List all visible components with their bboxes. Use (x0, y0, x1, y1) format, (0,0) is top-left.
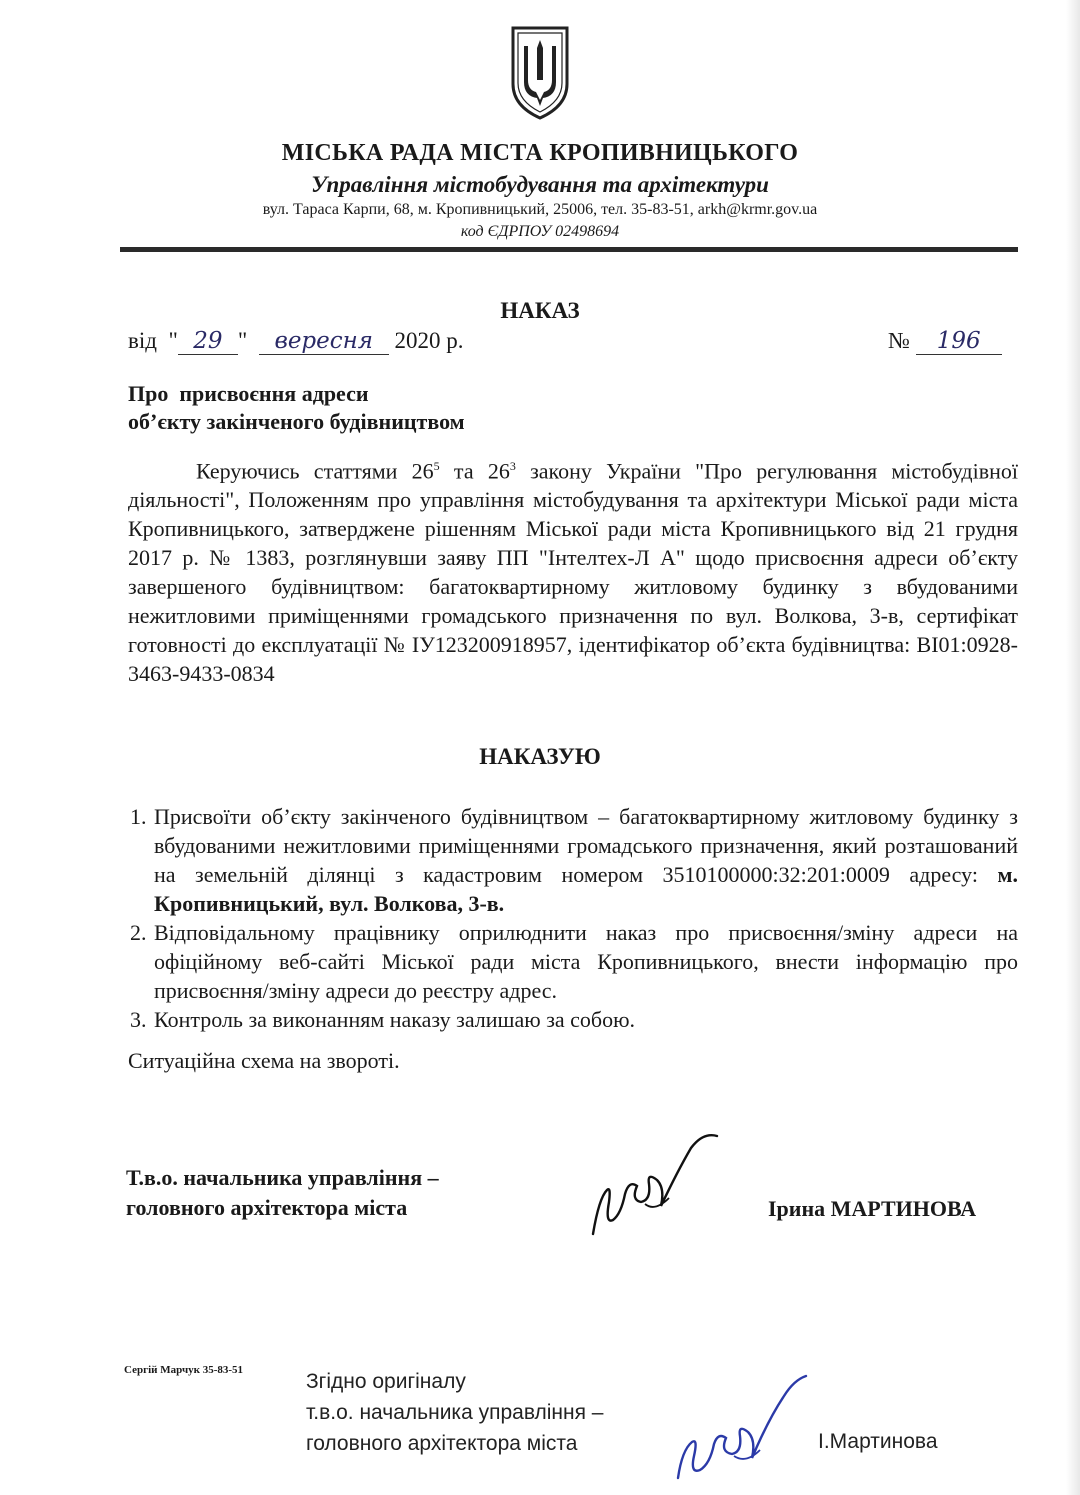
preamble-sup-1: 5 (433, 459, 440, 473)
organization-name: МІСЬКА РАДА МІСТА КРОПИВНИЦЬКОГО (281, 140, 799, 166)
preamble-paragraph (128, 452, 1018, 688)
subject-line-2: об’єкту закінченого будівництвом (128, 409, 465, 434)
signature-graphic (585, 1128, 735, 1248)
signer-name: Ірина МАРТИНОВА (768, 1196, 977, 1221)
signer-position-line-2: головного архітектора міста (126, 1195, 408, 1220)
number-line (888, 328, 1002, 355)
date-month: вересня (259, 328, 389, 355)
header-divider (120, 247, 1018, 252)
coat-of-arms-icon (507, 22, 573, 122)
scheme-note: Ситуаційна схема на звороті. (128, 1048, 400, 1073)
signer-position-line-1: Т.в.о. начальника управління – (126, 1165, 439, 1190)
preamble-text-c: закону України "Про регулювання містобудівної діяльності", Положенням про управління містобудування та архітектури Міської ради міста Кропивницького, затверджене рішенням Міської ради міста Кропивницького від 21 грудня 2017 р. № 1383, розглянувши заяву ПП "Інтелтех-Л А" щодо присвоєння адреси об’єкту завершеного будівництвом: багатоквартирному житловому будинку з вбудованими нежитловими приміщеннями громадського призначення по вул. Волкова, 3-в, сертифікат готовності до експлуатації № ІУ123200918957, ідентифікатор об’єкта будівництва: ВІ01:0928-3463-9433-0834 (128, 458, 1019, 687)
date-day: 29 (178, 328, 238, 355)
certifier-name: І.Мартинова (818, 1430, 938, 1453)
order-list (128, 802, 1018, 1034)
scan-edge-shadow (1066, 0, 1080, 1495)
signer-position (126, 1163, 439, 1223)
date-prefix: від (128, 328, 157, 353)
date-year: 2020 р. (394, 328, 464, 353)
copy-line-1: Згідно оригіналу (306, 1370, 466, 1393)
subject-line-1: Про присвоєння адреси (128, 381, 369, 406)
document-title: НАКАЗ (500, 298, 580, 323)
certified-copy-note (306, 1366, 604, 1459)
subject (128, 380, 465, 436)
number-prefix: № (888, 328, 910, 353)
executor-contact: Сергій Марчук 35-83-51 (124, 1364, 244, 1376)
order-item-1-address: м. Кропивницький, вул. Волкова, 3-в. (154, 862, 1018, 916)
contact-address: вул. Тараса Карпи, 68, м. Кропивницький, 25006, тел. 35-83-51, arkh@krmr.gov.ua (262, 201, 818, 218)
order-item-1 (152, 802, 1018, 918)
preamble-text-a: Керуючись статтями 26 (196, 458, 434, 484)
copy-line-2: т.в.о. начальника управління – (306, 1401, 604, 1424)
date-line: від " 29 " вересня 2020 р. (128, 328, 464, 354)
preamble-text-b: та 26 (439, 458, 510, 484)
order-heading: НАКАЗУЮ (479, 744, 601, 769)
order-item-3: 3. Контроль за виконанням наказу залишаю за собою. (152, 1005, 1018, 1034)
document-number: 196 (916, 328, 1002, 355)
preamble-sup-2: 3 (509, 459, 516, 473)
edrpou-code: код ЄДРПОУ 02498694 (460, 223, 620, 240)
order-item-2: 2. Відповідальному працівнику оприлюднити наказ про присвоєння/зміну адреси на офіційному веб-сайті Міської ради міста Кропивницького, внести інформацію про присвоєння/зміну адреси до реєстру адрес. (152, 918, 1018, 1005)
order-item-1-text: Присвоїти об’єкту закінченого будівництвом – багатоквартирному житловому будинку з вбудованими нежитловими приміщеннями громадського призначення, який розташований на земельній ділянці з кадастровим номером 3510100000:32:201:0009 адресу: (154, 804, 1018, 887)
certifying-signature-graphic (660, 1370, 820, 1495)
copy-line-3: головного архітектора міста (306, 1432, 578, 1455)
department-name: Управління містобудування та архітектури (311, 172, 769, 197)
